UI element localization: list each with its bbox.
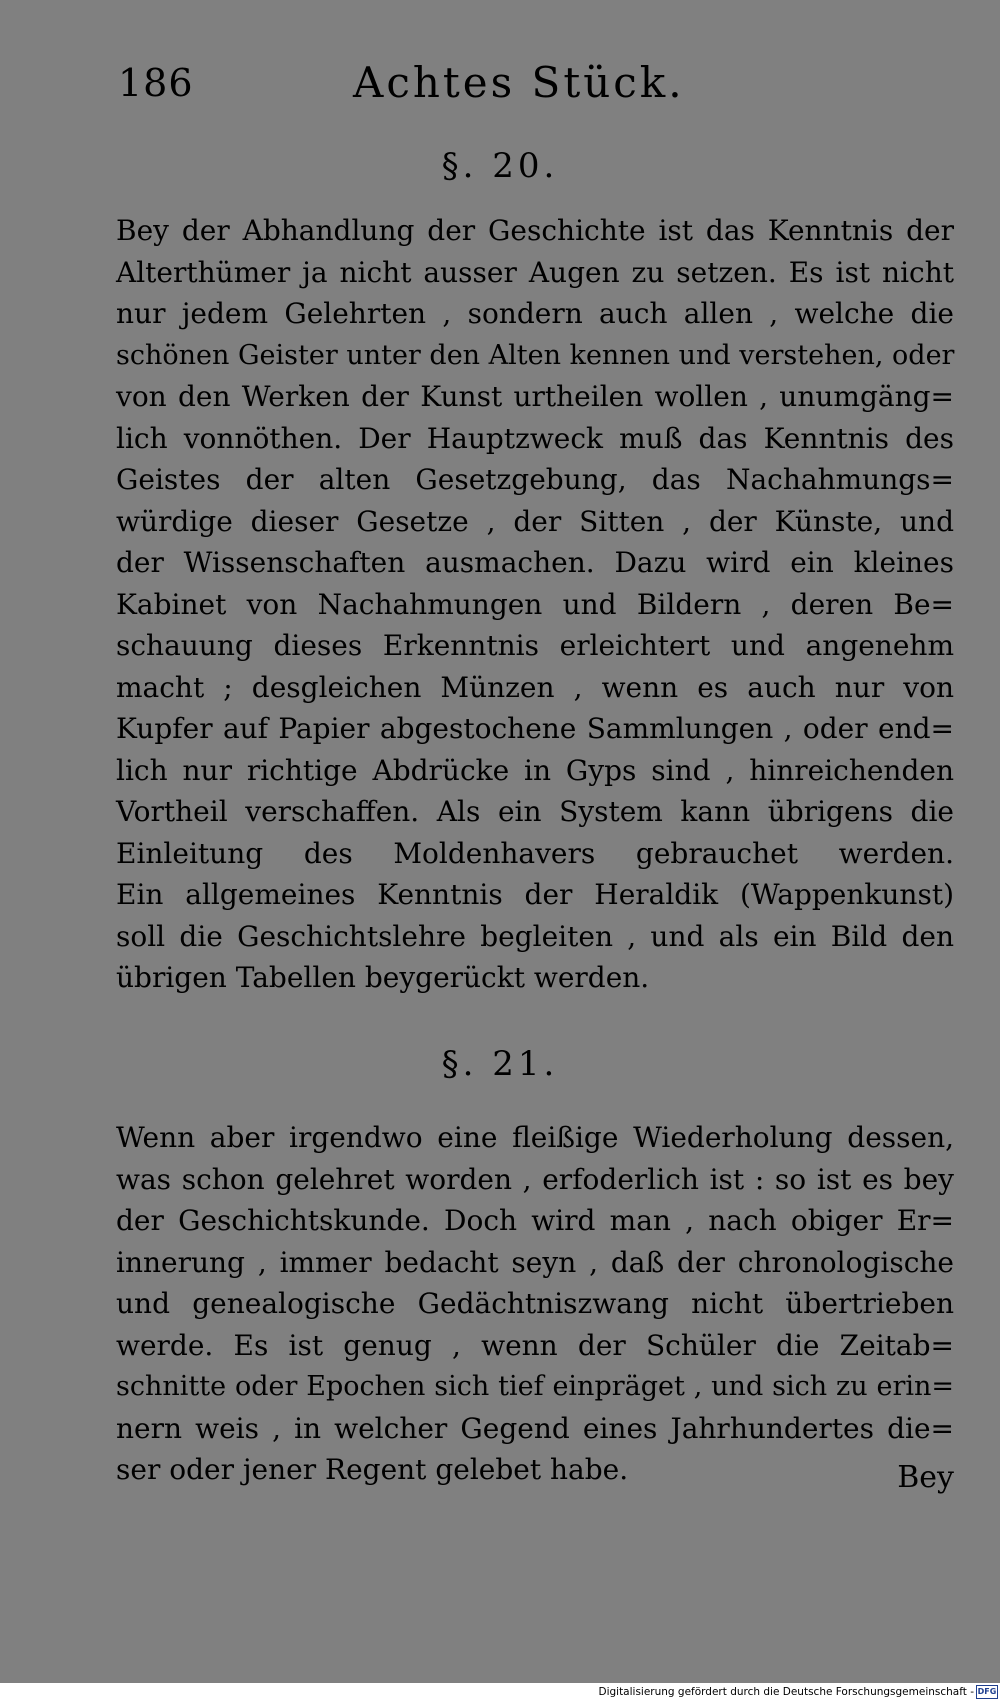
text-line: schnitte oder Epochen sich tief einpräget , und sich zu erin= bbox=[116, 1371, 954, 1402]
section-heading-20: §. 20. bbox=[441, 146, 559, 186]
text-line: Kupfer auf Papier abgestochene Sammlungen , oder end= bbox=[116, 712, 954, 745]
text-line: soll die Geschichtslehre begleiten , und als ein Bild den bbox=[116, 919, 954, 953]
text-line: Ein allgemeines Kenntnis der Heraldik (Wappenkunst) bbox=[116, 878, 954, 911]
text-line: schönen Geister unter den Alten kennen und verstehen, oder bbox=[116, 339, 955, 371]
text-line: innerung , immer bedacht seyn , daß der chronologische bbox=[116, 1245, 954, 1279]
text-line: macht ; desgleichen Münzen , wenn es auch nur von bbox=[116, 670, 954, 704]
text-line: würdige dieser Gesetze , der Sitten , der Künste, und bbox=[116, 504, 954, 538]
text-line: nern weis , in welcher Gegend eines Jahrhundertes die= bbox=[116, 1411, 954, 1445]
text-line: Alterthümer ja nicht ausser Augen zu setzen. Es ist nicht bbox=[116, 255, 954, 289]
text-line: der Geschichtskunde. Doch wird man , nach obiger Er= bbox=[116, 1204, 954, 1237]
text-line: Bey der Abhandlung der Geschichte ist das Kenntnis der bbox=[116, 214, 954, 247]
text-line: der Wissenschaften ausmachen. Dazu wird ein kleines bbox=[116, 546, 954, 579]
text-line: ser oder jener Regent gelebet habe. bbox=[116, 1453, 629, 1486]
running-head bbox=[118, 58, 950, 108]
text-line: nur jedem Gelehrten , sondern auch allen , welche die bbox=[116, 297, 954, 330]
paragraph-section-21 bbox=[116, 1117, 954, 1491]
text-line: was schon gelehret worden , erfoderlich ist : so ist es bey bbox=[116, 1162, 954, 1196]
text-line: und genealogische Gedächtniszwang nicht übertrieben bbox=[116, 1287, 954, 1320]
dfg-logo-icon: DFG bbox=[976, 1685, 998, 1699]
digitization-footer bbox=[0, 1683, 1000, 1702]
text-line: von den Werken der Kunst urtheilen wollen , unumgäng= bbox=[116, 380, 954, 413]
text-line: Einleitung des Moldenhavers gebrauchet werden. bbox=[116, 836, 954, 870]
section-heading-21: §. 21. bbox=[441, 1044, 559, 1084]
text-line: Wenn aber irgendwo eine fleißige Wiederholung dessen, bbox=[116, 1121, 954, 1154]
text-line: Kabinet von Nachahmungen und Bildern , deren Be= bbox=[116, 587, 954, 621]
text-line: werde. Es ist genug , wenn der Schüler die Zeitab= bbox=[116, 1328, 954, 1362]
text-line: schauung dieses Erkenntnis erleichtert und angenehm bbox=[116, 629, 954, 662]
text-line: übrigen Tabellen beygerückt werden. bbox=[116, 961, 650, 994]
text-line: lich nur richtige Abdrücke in Gyps sind , hinreichenden bbox=[116, 753, 954, 787]
text-line: Geistes der alten Gesetzgebung, das Nachahmungs= bbox=[116, 463, 954, 496]
page-number: 186 bbox=[118, 61, 194, 105]
running-title: Achtes Stück. bbox=[353, 58, 685, 107]
paragraph-section-20 bbox=[116, 210, 954, 999]
text-line: lich vonnöthen. Der Hauptzweck muß das Kenntnis des bbox=[116, 421, 954, 455]
funding-credit: Digitalisierung gefördert durch die Deutsche Forschungsgemeinschaft - bbox=[598, 1686, 974, 1698]
catchword: Bey bbox=[897, 1460, 954, 1495]
text-line: Vortheil verschaffen. Als ein System kann übrigens die bbox=[116, 795, 954, 828]
